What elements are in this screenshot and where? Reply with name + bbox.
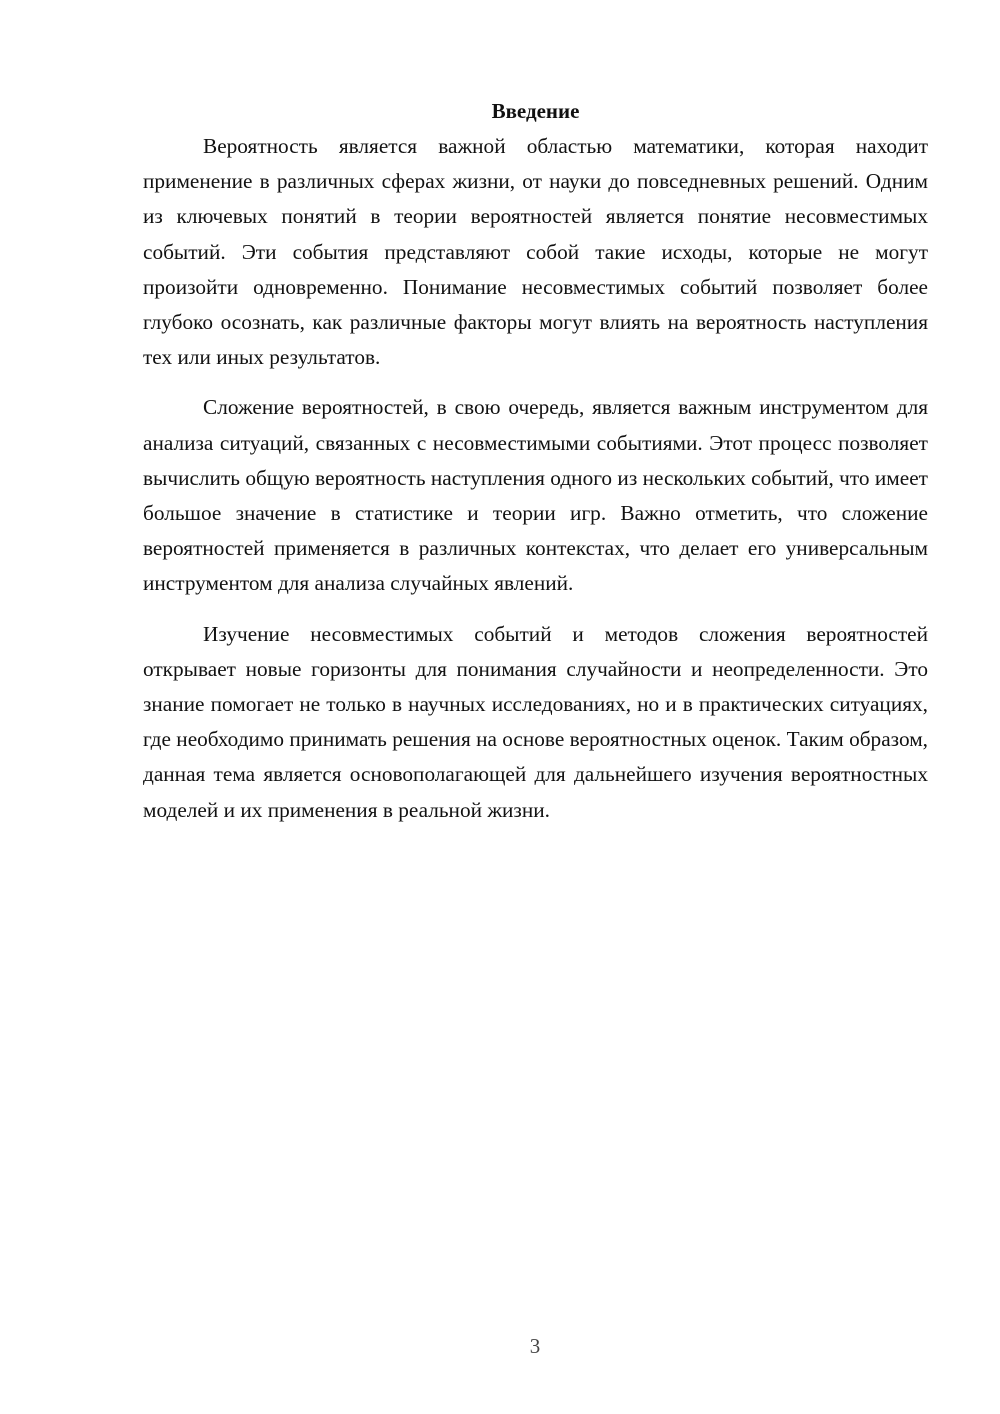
paragraph-1: Вероятность является важной областью математики, которая находит применение в различных сферах жизни, от науки до повседневных решений. Одним из ключевых понятий в теории вероятностей является понятие несовместимых событий. Эти события представляют собой такие исходы, которые не могут произойти одновременно. Понимание несовместимых событий позволяет более глубоко осознать, как различные факторы могут влиять на вероятность наступления тех или иных результатов. bbox=[143, 134, 928, 370]
page-content bbox=[143, 96, 928, 843]
section-title: Введение bbox=[491, 99, 580, 123]
page-number: 3 bbox=[529, 1334, 541, 1358]
paragraph-2: Сложение вероятностей, в свою очередь, является важным инструментом для анализа ситуаций, связанных с несовместимыми событиями. Этот процесс позволяет вычислить общую вероятность наступления одного из нескольких событий, что имеет большое значение в статистике и теории игр. Важно отметить, что сложение вероятностей применяется в различных контекстах, что делает его универсальным инструментом для анализа случайных явлений. bbox=[143, 395, 928, 596]
paragraph-3: Изучение несовместимых событий и методов сложения вероятностей открывает новые горизонты для понимания случайности и неопределенности. Это знание помогает не только в научных исследованиях, но и в практических ситуациях, где необходимо принимать решения на основе вероятностных оценок. Таким образом, данная тема является основополагающей для дальнейшего изучения вероятностных моделей и их применения в реальной жизни. bbox=[143, 621, 928, 822]
